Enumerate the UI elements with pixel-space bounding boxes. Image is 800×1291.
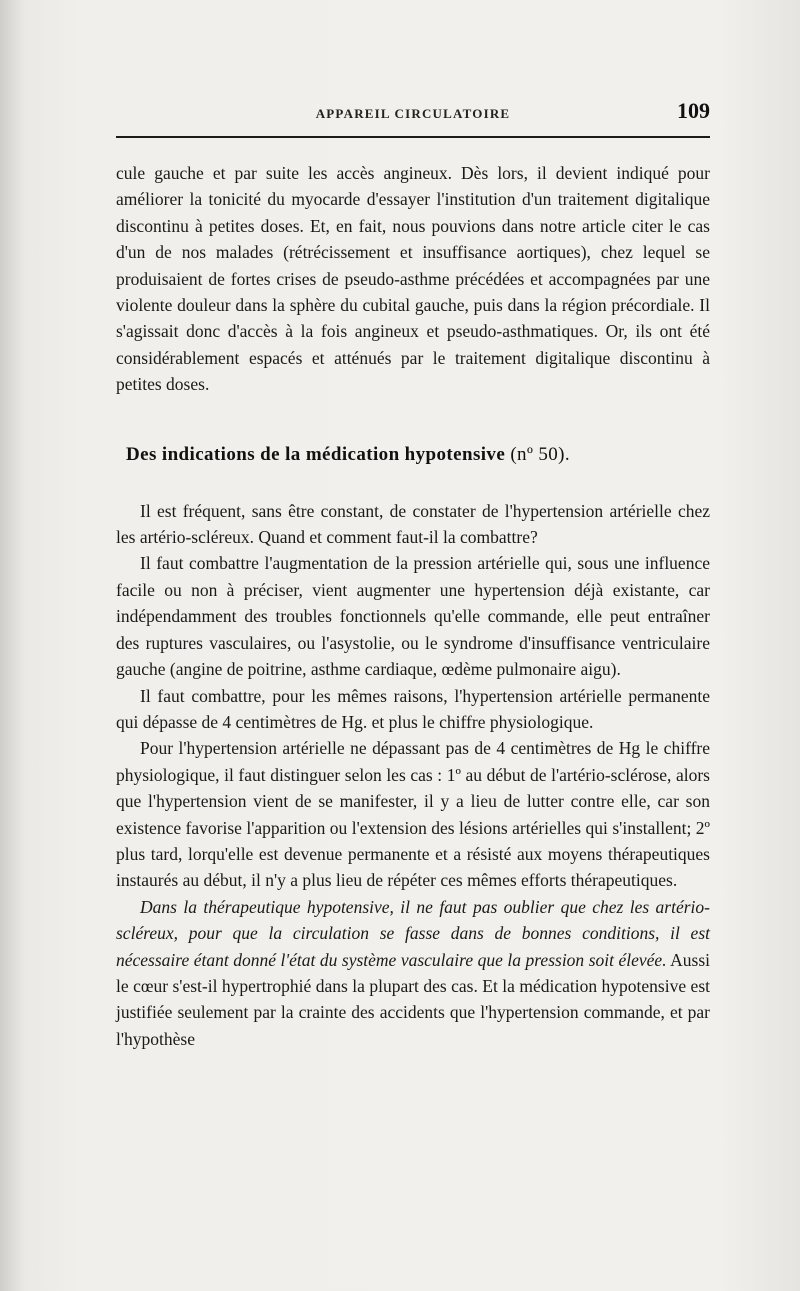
header-rule	[116, 136, 710, 138]
running-head: APPAREIL CIRCULATOIRE	[315, 106, 511, 121]
paragraph-1: Il est fréquent, sans être constant, de constater de l'hypertension artérielle chez les artério-scléreux. Quand et comment faut-il la combattre?	[116, 500, 710, 548]
body-text	[116, 160, 710, 1052]
page-content	[116, 98, 710, 1052]
page-header	[116, 98, 710, 128]
paragraph-5-roman: Aussi le cœur s'est-il hypertrophié dans la plupart des cas. Et la médication hypotensive est justifiée seulement par la crainte des accidents que l'hypertension commande, et par l'hypothèse	[116, 949, 711, 1049]
page-number: 109	[677, 98, 710, 123]
paragraph-continued: cule gauche et par suite les accès angineux. Dès lors, il devient indiqué pour améliorer la tonicité du myocarde d'essayer l'institution d'un traitement digitalique discontinu à petites doses. Et, en fait, nous pouvions dans notre article citer le cas d'un de nos malades (rétrécissement et insuffisance aortiques), chez lequel se produisaient de fortes crises de pseudo-asthme précédées et accompagnées par une violente douleur dans la sphère du cubital gauche, puis dans la région précordiale. Il s'agissait donc d'accès à la fois angineux et pseudo-asthmatiques. Or, ils ont été considérablement espacés et atténués par le traitement digitalique discontinu à petites doses.	[116, 163, 710, 395]
paragraph-2: Il faut combattre l'augmentation de la pression artérielle qui, sous une influence facile ou non à préciser, vient augmenter une hypertension déjà existante, car indépendamment des troubles fonctionnels qu'elle commande, elle peut entraîner des ruptures vasculaires, ou l'asystolie, ou le syndrome d'insuffisance ventriculaire gauche (angine de poitrine, asthme cardiaque, œdème pulmonaire aigu).	[116, 553, 710, 680]
paragraph-4: Pour l'hypertension artérielle ne dépassant pas de 4 centimètres de Hg le chiffre physiologique, il faut distinguer selon les cas : 1º au début de l'artério-sclérose, alors que l'hypertension vient de se manifester, il y a lieu de lutter contre elle, car son existence favorise l'apparition ou l'extension des lésions artérielles qui s'installent; 2º plus tard, lorqu'elle est devenue permanente et a résisté aux moyens thérapeutiques instaurés au début, il n'y a plus lieu de répéter ces mêmes efforts thérapeutiques.	[116, 738, 710, 891]
section-reference: (nº 50).	[510, 443, 571, 465]
paragraph-5-italic: Dans la thérapeutique hypotensive, il ne faut pas oublier que chez les artério-scléreux, pour que la circulation se fasse dans de bonnes conditions, il est nécessaire étant donné l'état du système vasculaire que la pression soit élevée.	[116, 896, 710, 970]
section-heading	[126, 444, 710, 466]
paragraph-3: Il faut combattre, pour les mêmes raisons, l'hypertension artérielle permanente qui dépasse de 4 centimètres de Hg. et plus le chiffre physiologique.	[116, 685, 710, 732]
paragraph-5	[116, 894, 710, 1052]
section-title: Des indications de la médication hypotensive	[126, 443, 506, 465]
